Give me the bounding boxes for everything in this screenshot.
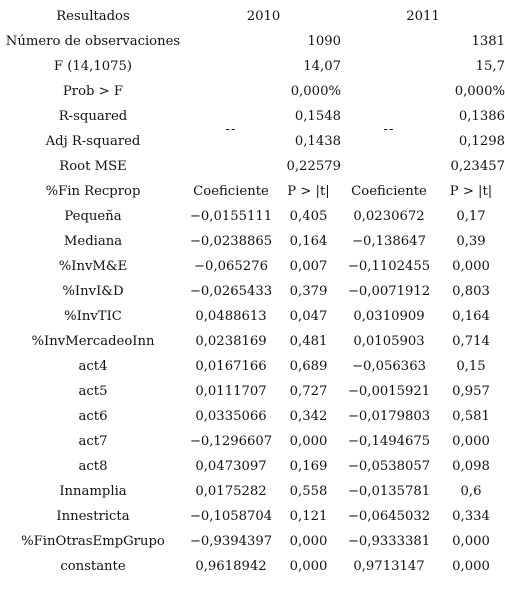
summary-value-2011: 0,000% [454, 84, 505, 99]
p-2010-value: 0,342 [289, 409, 328, 424]
year-2010-header: 2010 [246, 9, 281, 24]
year-2011-header: 2011 [406, 9, 440, 24]
coef-2011-value: −0,9333381 [347, 534, 431, 549]
p-2011-value: 0,334 [452, 509, 490, 524]
coef-label: Mediana [63, 234, 123, 249]
p-2011-value: 0,098 [452, 459, 490, 474]
p-2010-value: 0,000 [289, 434, 328, 449]
coef-2010-value: −0,1058704 [189, 509, 273, 524]
summary-label: Número de observaciones [5, 34, 181, 49]
coef-label: act8 [78, 459, 108, 474]
coef-row [0, 454, 505, 479]
p-2010-header: P > |t| [287, 184, 330, 199]
coef-2010-value: 0,9618942 [195, 559, 267, 574]
p-2010-value: 0,379 [289, 284, 328, 299]
summary-value-2010: 0,22579 [286, 159, 341, 174]
coef-2011-value: −0,056363 [352, 359, 426, 374]
summary-value-2011: 0,1298 [458, 134, 505, 149]
coef-label: Pequeña [64, 209, 122, 224]
summary-value-2010: 0,1548 [294, 109, 341, 124]
coef-row [0, 404, 505, 429]
coef-2010-value: 0,0111707 [195, 384, 267, 399]
coef-header-row [0, 179, 505, 204]
coef-row [0, 279, 505, 304]
summary-empty-2010 [186, 54, 276, 79]
header-label: Resultados [56, 9, 130, 24]
p-2010-value: 0,481 [289, 334, 328, 349]
coef-label: constante [60, 559, 126, 574]
summary-label: Prob > F [62, 84, 124, 99]
coef-2011-value: −0,0071912 [347, 284, 431, 299]
coef-label: %InvTIC [64, 309, 122, 324]
coef-row [0, 379, 505, 404]
coef-2010-value: −0,1296607 [189, 434, 273, 449]
coef-2011-value: 0,0310909 [353, 309, 425, 324]
regression-results-table [0, 4, 505, 579]
coef-2010-value: −0,065276 [194, 259, 268, 274]
summary-value-2011: 1381 [471, 34, 505, 49]
coef-2011-value: 0,0105903 [353, 334, 425, 349]
summary-empty-2011 [341, 54, 437, 79]
coef-row [0, 429, 505, 454]
results-table-body [0, 4, 505, 579]
coef-2010-value: 0,0473097 [195, 459, 267, 474]
p-2011-value: 0,6 [460, 484, 482, 499]
p-2011-value: 0,000 [452, 534, 490, 549]
coef-row [0, 254, 505, 279]
summary-label: R-squared [58, 109, 128, 124]
summary-value-2011: 0,1386 [458, 109, 505, 124]
coef-header-label: %Fin Recprop [45, 184, 141, 199]
summary-value-2010: 14,07 [303, 59, 341, 74]
coef-row [0, 204, 505, 229]
coef-2010-value: −0,0265433 [189, 284, 273, 299]
coef-label: act5 [78, 384, 108, 399]
p-2011-value: 0,000 [452, 434, 490, 449]
coef-row [0, 354, 505, 379]
coef-row [0, 329, 505, 354]
coef-2011-value: −0,0015921 [347, 384, 431, 399]
coef-label: Innamplia [59, 484, 127, 499]
coef-2011-value: −0,0538057 [347, 459, 431, 474]
summary-value-2010: 0,000% [290, 84, 341, 99]
coef-2010-value: −0,0155111 [189, 209, 273, 224]
coef-2010-value: 0,0167166 [195, 359, 267, 374]
coef-2010-value: −0,0238865 [189, 234, 273, 249]
summary-value-2011: 15,7 [475, 59, 505, 74]
coef-2010-value: 0,0238169 [195, 334, 267, 349]
coef-2010-value: −0,9394397 [189, 534, 273, 549]
p-2010-value: 0,047 [289, 309, 328, 324]
coef-2010-value: 0,0488613 [195, 309, 267, 324]
p-2011-value: 0,000 [452, 559, 490, 574]
p-2010-value: 0,689 [289, 359, 328, 374]
coef-2011-value: −0,1102455 [347, 259, 431, 274]
coef-label: %InvI&D [62, 284, 124, 299]
coef-2010-header: Coeficiente [193, 184, 269, 199]
p-2011-header: P > |t| [449, 184, 493, 199]
p-2011-value: 0,17 [456, 209, 486, 224]
summary-value-2011: 0,23457 [450, 159, 505, 174]
p-2011-value: 0,164 [452, 309, 490, 324]
coef-label: %FinOtrasEmpGrupo [21, 534, 165, 549]
summary-dash-2010: -- [225, 121, 237, 137]
p-2010-value: 0,169 [289, 459, 328, 474]
coef-2011-value: 0,0230672 [353, 209, 425, 224]
p-2010-value: 0,558 [289, 484, 328, 499]
summary-label: Adj R-squared [45, 134, 141, 149]
p-2010-value: 0,121 [289, 509, 328, 524]
header-row [0, 4, 505, 29]
coef-2010-value: 0,0335066 [195, 409, 267, 424]
p-2010-value: 0,000 [289, 534, 328, 549]
coef-row [0, 304, 505, 329]
coef-2011-value: −0,138647 [352, 234, 426, 249]
summary-row [0, 54, 505, 79]
p-2011-value: 0,581 [452, 409, 490, 424]
summary-label: F (14,1075) [53, 59, 133, 74]
coef-row [0, 504, 505, 529]
p-2010-value: 0,007 [289, 259, 328, 274]
p-2011-value: 0,803 [452, 284, 490, 299]
p-2010-value: 0,164 [289, 234, 328, 249]
coef-label: act6 [78, 409, 108, 424]
coef-2010-value: 0,0175282 [195, 484, 267, 499]
coef-2011-value: 0,9713147 [353, 559, 425, 574]
summary-label: Root MSE [59, 159, 127, 174]
summary-empty-2011 [341, 29, 437, 54]
coef-row [0, 229, 505, 254]
coef-2011-value: −0,0135781 [347, 484, 431, 499]
p-2011-value: 0,39 [456, 234, 486, 249]
summary-value-2010: 1090 [307, 34, 341, 49]
coef-row [0, 529, 505, 554]
summary-row [0, 29, 505, 54]
coef-label: %InvMercadeoInn [31, 334, 155, 349]
summary-row [0, 79, 505, 104]
summary-value-2010: 0,1438 [294, 134, 341, 149]
coef-2011-value: −0,0179803 [347, 409, 431, 424]
coef-2011-header: Coeficiente [351, 184, 427, 199]
p-2010-value: 0,727 [289, 384, 328, 399]
summary-empty-2010 [186, 29, 276, 54]
coef-label: Innestricta [56, 509, 130, 524]
coef-label: %InvM&E [58, 259, 128, 274]
p-2011-value: 0,714 [452, 334, 490, 349]
coef-2011-value: −0,0645032 [347, 509, 431, 524]
coef-label: act7 [78, 434, 108, 449]
coef-label: act4 [78, 359, 108, 374]
p-2010-value: 0,000 [289, 559, 328, 574]
p-2011-value: 0,15 [456, 359, 486, 374]
p-2011-value: 0,957 [452, 384, 490, 399]
p-2010-value: 0,405 [289, 209, 328, 224]
summary-dash-2011: -- [383, 121, 395, 137]
p-2011-value: 0,000 [452, 259, 490, 274]
coef-row [0, 554, 505, 579]
coef-row [0, 479, 505, 504]
coef-2011-value: −0,1494675 [347, 434, 431, 449]
